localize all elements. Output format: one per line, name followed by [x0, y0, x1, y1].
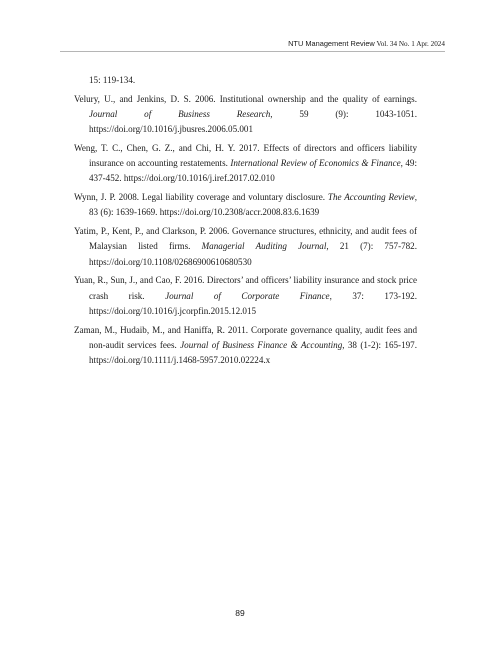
- reference-details: , 49: 437-452. https://doi.org/10.1016/j.iref.2017.02.010: [89, 158, 417, 184]
- reference-source-title: Journal of Business Finance & Accounting: [180, 339, 343, 350]
- reference-item: [74, 141, 417, 187]
- reference-item: [74, 273, 417, 319]
- reference-item: [74, 323, 417, 369]
- reference-text: Yatim, P., Kent, P., and Clarkson, P. 2006. Governance structures, ethnicity, and audit fees of Malaysian listed firms.: [74, 226, 417, 252]
- reference-details: , 21 (7): 757-782. https://doi.org/10.1108/02686900610680530: [89, 241, 418, 267]
- reference-source-title: International Review of Economics & Finance: [230, 158, 401, 169]
- running-header: [288, 39, 445, 49]
- reference-item: [74, 224, 417, 270]
- reference-source-title: The Accounting Review: [327, 192, 415, 203]
- reference-details: , 83 (6): 1639-1669. https://doi.org/10.2308/accr.2008.83.6.1639: [89, 192, 417, 218]
- journal-name: NTU Management Review: [288, 39, 375, 48]
- reference-text: Zaman, M., Hudaib, M., and Haniffa, R. 2011. Corporate governance quality, audit fees and non-audit services fees.: [74, 324, 417, 350]
- reference-text: Yuan, R., Sun, J., and Cao, F. 2016. Directors’ and officers’ liability insurance and stock price crash risk.: [74, 275, 417, 301]
- reference-details: , 37: 173-192. https://doi.org/10.1016/j.jcorpfin.2015.12.015: [89, 290, 417, 316]
- reference-list: [74, 73, 417, 368]
- issue-info: Vol. 34 No. 1 Apr. 2024: [376, 40, 445, 48]
- reference-item: [74, 73, 417, 88]
- reference-details: , 59 (9): 1043-1051. https://doi.org/10.1016/j.jbusres.2006.05.001: [89, 109, 418, 135]
- reference-text: Wynn, J. P. 2008. Legal liability coverage and voluntary disclosure.: [74, 192, 328, 203]
- reference-text: Weng, T. C., Chen, G. Z., and Chi, H. Y. 2017. Effects of directors and officers liability insurance on accounting restatements.: [74, 143, 417, 169]
- reference-source-title: Journal of Business Research: [89, 109, 271, 119]
- header-rule: [60, 51, 445, 52]
- reference-text: Velury, U., and Jenkins, D. S. 2006. Institutional ownership and the quality of earnings.: [74, 93, 417, 104]
- reference-item: [74, 92, 417, 138]
- reference-item: [74, 190, 417, 220]
- reference-source-title: Journal of Corporate Finance: [165, 290, 330, 301]
- reference-source-title: Managerial Auditing Journal: [201, 241, 327, 252]
- reference-text: 15: 119-134.: [89, 75, 136, 85]
- page-number: 89: [235, 608, 245, 618]
- reference-details: , 38 (1-2): 165-197. https://doi.org/10.1111/j.1468-5957.2010.02224.x: [89, 339, 417, 366]
